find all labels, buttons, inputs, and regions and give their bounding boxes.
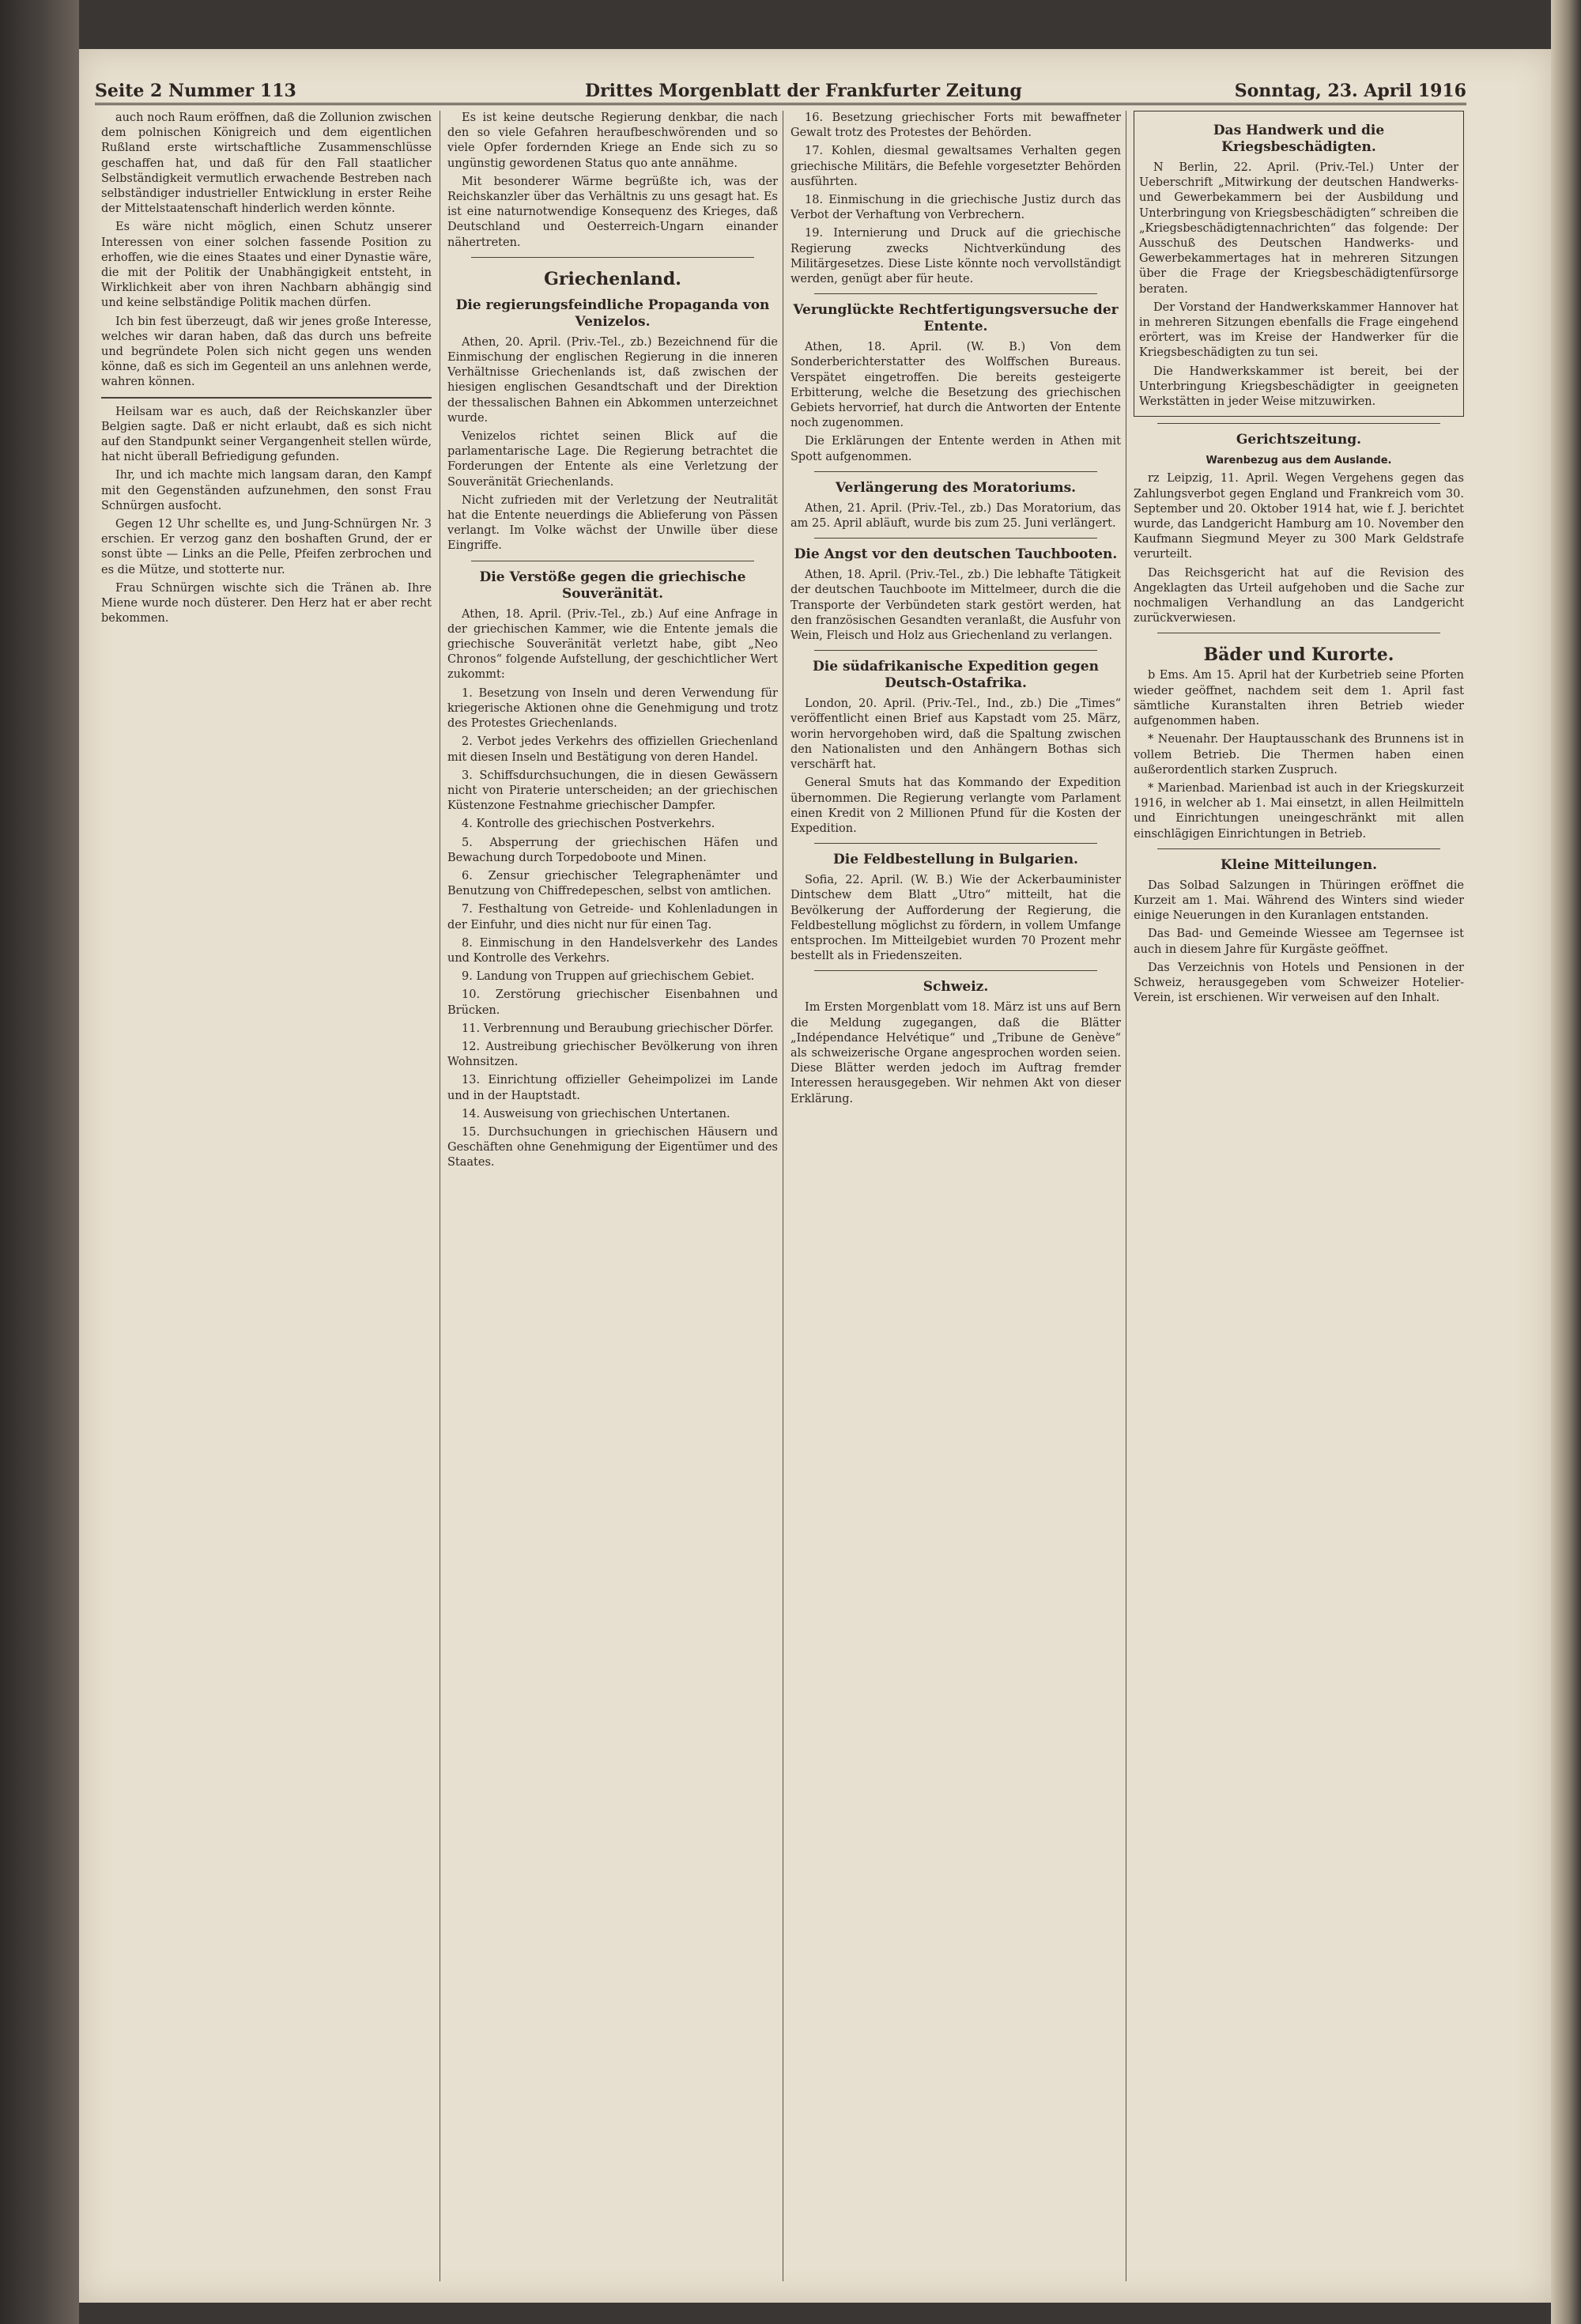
divider bbox=[1157, 423, 1440, 424]
paragraph: Ihr, und ich machte mich langsam daran, den Kampf mit den Gegenständen aufzunehmen, den sonst Frau Schnürgen ausfocht. bbox=[101, 469, 432, 512]
book-spine bbox=[0, 0, 79, 2324]
column-1 bbox=[101, 111, 432, 2281]
divider bbox=[1157, 848, 1440, 849]
column-2 bbox=[447, 111, 778, 2281]
paragraph: 2. Verbot jedes Verkehrs des offiziellen Griechenland mit diesen Inseln und Bestätigung von deren Handel. bbox=[447, 735, 778, 764]
paragraph: Athen, 21. April. (Priv.-Tel., zb.) Das Moratorium, das am 25. April abläuft, wurde bis zum 25. Juni verlängert. bbox=[790, 501, 1121, 531]
paragraph: 8. Einmischung in den Handelsverkehr des Landes und Kontrolle des Verkehrs. bbox=[447, 936, 778, 965]
article-headline: Bäder und Kurorte. bbox=[1203, 644, 1394, 666]
divider bbox=[814, 471, 1097, 472]
paragraph: * Neuenahr. Der Hauptausschank des Brunnens ist in vollem Betrieb. Die Thermen haben einen außerordentlich starken Zuspruch. bbox=[1134, 733, 1464, 777]
paragraph: Der Vorstand der Handwerkskammer Hannover hat in mehreren Sitzungen ebenfalls die Frage eingehend erörtert, was im Kreise der Handwerker für die Kriegsbeschädigten zu tun sei. bbox=[1139, 300, 1458, 360]
masthead bbox=[95, 79, 1466, 105]
divider bbox=[814, 970, 1097, 971]
paragraph: London, 20. April. (Priv.-Tel., Ind., zb.) Die „Times“ veröffentlicht einen Brief aus Kapstadt vom 25. März, worin hervorgehoben wird, daß die Spaltung zwischen den Nationalisten und den Anhängern Bothas sich verschärft hat. bbox=[790, 697, 1121, 772]
boxed-article bbox=[1134, 111, 1464, 417]
paragraph: * Marienbad. Marienbad ist auch in der Kriegskurzeit 1916, in welcher ab 1. Mai einsetzt, in allen Heilmitteln und Einrichtungen uneingeschränkt mit allen einschlägigen Einrichtungen in Betrieb. bbox=[1134, 781, 1464, 841]
article-headline: Verunglückte Rechtfertigungsversuche der Entente. bbox=[793, 302, 1119, 335]
section-title: Griechenland. bbox=[544, 268, 681, 289]
paragraph: Im Ersten Morgenblatt vom 18. März ist uns auf Bern die Meldung zugegangen, daß die Blätter „Indépendance Helvétique“ und „Tribune de Genève“ als schweizerische Organe angesprochen worden seien. Diese Blätter werden jedoch im Auftrag fremder Interessen herausgegeben. Wir nehmen Akt von dieser Erklärung. bbox=[790, 1001, 1121, 1105]
paragraph: Das Bad- und Gemeinde Wiessee am Tegernsee ist auch in diesem Jahre für Kurgäste geöffnet. bbox=[1134, 928, 1464, 956]
paragraph: 14. Ausweisung von griechischen Untertanen. bbox=[462, 1107, 730, 1120]
paragraph: 7. Festhaltung von Getreide- und Kohlenladungen in der Einfuhr, und dies nicht nur für einen Tag. bbox=[447, 903, 778, 931]
paragraph: 9. Landung von Truppen auf griechischem Gebiet. bbox=[462, 970, 755, 984]
paragraph: 3. Schiffsdurchsuchungen, die in diesen Gewässern nicht von Piraterie unterscheiden; an der griechischen Küstenzone Festnahme griechischer Dampfer. bbox=[447, 769, 778, 813]
paragraph: Athen, 18. April. (W. B.) Von dem Sonderberichterstatter des Wolffschen Bureaus. Verspätet eingetroffen. Die bereits gesteigerte Erbitterung, welche die Besetzung des griechischen Gebiets hervorrief, hat durch die Antworten der Entente noch zugenommen. bbox=[790, 341, 1121, 430]
paragraph: Das Reichsgericht hat auf die Revision des Angeklagten das Urteil aufgehoben und die Sache zur nochmaligen Verhandlung an das Landgericht zurückverwiesen. bbox=[1134, 566, 1464, 625]
paragraph: Athen, 18. April. (Priv.-Tel., zb.) Die lebhafte Tätigkeit der deutschen Tauchboote im Mittelmeer, durch die die Transporte der Verbündeten stark gestört werden, hat den französischen Gesandten veranlaßt, die Ausfuhr von Wein, Fleisch und Holz aus Griechenland zu verlangen. bbox=[790, 569, 1121, 643]
paper-title: Drittes Morgenblatt der Frankfurter Zeitung bbox=[585, 81, 1022, 101]
paragraph: Sofia, 22. April. (W. B.) Wie der Ackerbauminister Dintschew dem Blatt „Utro“ mitteilt, hat die Bevölkerung der Aufforderung der Regierung, die Feldbestellung möglichst zu fördern, in vollem Umfange entsprochen. Im Mitteilgebiet wurden 70 Prozent mehr bestellt als in Friedenszeiten. bbox=[790, 874, 1121, 963]
page-edge bbox=[1551, 0, 1581, 2324]
paragraph: 15. Durchsuchungen in griechischen Häusern und Geschäften ohne Genehmigung der Eigentümer und des Staates. bbox=[447, 1125, 778, 1170]
article-headline: Die Feldbestellung in Bulgarien. bbox=[833, 852, 1078, 868]
paragraph: Heilsam war es auch, daß der Reichskanzler über Belgien sagte. Daß er nicht erlaubt, daß es sich nicht auf den Standpunkt seiner Vergangenheit stellen würde, hat nicht überall Befriedigung gefunden. bbox=[101, 405, 432, 464]
article-headline: Kleine Mitteilungen. bbox=[1220, 856, 1377, 873]
article-headline: Die südafrikanische Expedition gegen Deutsch-Ostafrika. bbox=[813, 659, 1099, 692]
paragraph: 10. Zerstörung griechischer Eisenbahnen und Brücken. bbox=[447, 988, 778, 1017]
paragraph: 17. Kohlen, diesmal gewaltsames Verhalten gegen griechische Militärs, die Befehle vorgesetzter Behörden ausführten. bbox=[790, 145, 1121, 188]
paragraph: Nicht zufrieden mit der Verletzung der Neutralität hat die Entente neuerdings die Ablieferung von Pässen verlangt. Im Volke wächst der Unwille über diese Eingriffe. bbox=[447, 493, 778, 553]
paragraph: Die Erklärungen der Entente werden in Athen mit Spott aufgenommen. bbox=[790, 435, 1121, 463]
divider bbox=[471, 257, 754, 258]
divider bbox=[814, 650, 1097, 651]
article-headline: Die regierungsfeindliche Propaganda von Venizelos. bbox=[455, 297, 770, 330]
paragraph: Die Handwerkskammer ist bereit, bei der Unterbringung Kriegsbeschädigter in geeigneten Werkstätten in jeder Weise mitzuwirken. bbox=[1139, 365, 1458, 409]
divider bbox=[101, 397, 432, 399]
paragraph: 6. Zensur griechischer Telegraphenämter und Benutzung von Chiffredepeschen, selbst von amtlichen. bbox=[447, 869, 778, 898]
article-headline: Die Verstöße gegen die griechische Souveränität. bbox=[479, 569, 746, 602]
paragraph: Das Verzeichnis von Hotels und Pensionen in der Schweiz, herausgegeben vom Schweizer Hotelier-Verein, ist erschienen. Wir verweisen auf den Inhalt. bbox=[1134, 961, 1464, 1005]
paragraph: Venizelos richtet seinen Blick auf die parlamentarische Lage. Die Regierung betrachtet die Forderungen der Entente als eine Verletzung der Souveränität Griechenlands. bbox=[447, 430, 778, 489]
column-3 bbox=[790, 111, 1121, 2281]
divider bbox=[814, 843, 1097, 844]
article-headline: Schweiz. bbox=[923, 979, 989, 996]
paragraph: Das Solbad Salzungen in Thüringen eröffnet die Kurzeit am 1. Mai. Während des Winters sind wieder einige Neuerungen in den Kuranlagen entstanden. bbox=[1134, 879, 1464, 923]
issue-date: Sonntag, 23. April 1916 bbox=[1234, 81, 1466, 101]
paragraph: b Ems. Am 15. April hat der Kurbetrieb seine Pforten wieder geöffnet, nachdem seit dem 1. April fast sämtliche Kuranstalten ihren Betrieb wieder aufgenommen haben. bbox=[1134, 669, 1464, 728]
paragraph: Es wäre nicht möglich, einen Schutz unserer Interessen von einer solchen fassende Position zu erhoffen, wie die eines Staates und einer Dynastie wäre, die mit der Politik der Unabhängigkeit entsteht, in Wirklichkeit aber von ihren Nachbarn abhängig sind und keine selbständige Politik machen dürfen. bbox=[101, 221, 432, 310]
page-number: Seite 2 Nummer 113 bbox=[95, 81, 296, 101]
paragraph: Es ist keine deutsche Regierung denkbar, die nach den so viele Gefahren heraufbeschwörenden und so viele Opfer fordernden Kriege an Ende sich zu so ungünstig gewordenen Status quo ante annähme. bbox=[447, 111, 778, 170]
article-headline: Gerichtszeitung. bbox=[1236, 432, 1362, 448]
paragraph: auch noch Raum eröffnen, daß die Zollunion zwischen dem polnischen Königreich und dem eigentlichen Rußland erste wirtschaftliche Zusammenschlüsse geschaffen hat, und daß für den Fall staatlicher Selbständigkeit vermutlich erwachende Bestreben nach selbständiger industrieller Entwicklung in erster Reihe der Mittelstaatenschaft hinderlich werden könnte. bbox=[101, 111, 432, 216]
paragraph: 5. Absperrung der griechischen Häfen und Bewachung durch Torpedoboote und Minen. bbox=[447, 836, 778, 864]
paragraph: Mit besonderer Wärme begrüßte ich, was der Reichskanzler über das Verhältnis zu uns gesagt hat. Es ist eine naturnotwendige Konsequenz des Krieges, daß Deutschland und Oesterreich-Ungarn einander nähertreten. bbox=[447, 175, 778, 249]
paragraph: N Berlin, 22. April. (Priv.-Tel.) Unter der Ueberschrift „Mitwirkung der deutschen Handwerks- und Gewerbekammern bei der Ausbildung und Unterbringung von Kriegsbeschädigten“ schreiben die „Kriegsbeschädigtennachrichten“ das folgende: Der Ausschuß des Deutschen Handwerks- und Gewerbekammertages hat in mehreren Sitzungen über die Frage der Kriegsbeschädigtenfürsorge beraten. bbox=[1139, 161, 1458, 296]
column-4 bbox=[1134, 111, 1464, 2281]
paragraph: General Smuts hat das Kommando der Expedition übernommen. Die Regierung verlangte vom Parlament einen Kredit von 2 Millionen Pfund für die Kosten der Expedition. bbox=[790, 777, 1121, 835]
paragraph: rz Leipzig, 11. April. Wegen Vergehens gegen das Zahlungsverbot gegen England und Frankreich vom 30. September und 20. Oktober 1914 hat, wie f. J. berichtet wurde, das Landgericht Hamburg am 10. November den Kaufmann Siegmund Meyer zu 300 Mark Geldstrafe verurteilt. bbox=[1134, 472, 1464, 561]
paragraph: 19. Internierung und Druck auf die griechische Regierung zwecks Nichtverkündung des Militärgesetzes. Diese Liste könnte noch vervollständigt werden, genügt aber für heute. bbox=[790, 227, 1121, 286]
article-headline: Verlängerung des Moratoriums. bbox=[835, 479, 1077, 496]
paragraph: 1. Besetzung von Inseln und deren Verwendung für kriegerische Aktionen ohne die Genehmigung und trotz des Protestes Griechenlands. bbox=[447, 686, 778, 731]
paragraph: 16. Besetzung griechischer Forts mit bewaffneter Gewalt trotz des Protestes der Behörden. bbox=[790, 111, 1121, 140]
paragraph: 12. Austreibung griechischer Bevölkerung von ihren Wohnsitzen. bbox=[447, 1040, 778, 1069]
paragraph: Gegen 12 Uhr schellte es, und Jung-Schnürgen Nr. 3 erschien. Er verzog ganz den boshaften Grund, der er sonst übte — Links an die Pelle, Pfeifen zerbrochen und es die Mütze, und stotterte nur. bbox=[101, 518, 432, 576]
paragraph: 11. Verbrennung und Beraubung griechischer Dörfer. bbox=[462, 1022, 774, 1035]
divider bbox=[814, 293, 1097, 294]
article-headline: Das Handwerk und die Kriegsbeschädigten. bbox=[1213, 123, 1385, 155]
paragraph: Athen, 20. April. (Priv.-Tel., zb.) Bezeichnend für die Einmischung der englischen Regierung in die inneren Verhältnisse Griechenlands ist, daß zwischen der hiesigen englischen Gesandtschaft und der Direktion der thessalischen Bahnen ein Abkommen unterzeichnet wurde. bbox=[447, 335, 778, 425]
paragraph: 13. Einrichtung offizieller Geheimpolizei im Lande und in der Hauptstadt. bbox=[447, 1074, 778, 1102]
paragraph: 4. Kontrolle des griechischen Postverkehrs. bbox=[462, 818, 715, 831]
article-subheadline: Warenbezug aus dem Auslande. bbox=[1206, 455, 1392, 467]
paragraph: Athen, 18. April. (Priv.-Tel., zb.) Auf eine Anfrage in der griechischen Kammer, wie die Entente jemals die griechische Souveränität verletzt habe, gibt „Neo Chronos“ folgende Aufstellung, der geschichtlicher Wert zukommt: bbox=[447, 607, 778, 682]
paragraph: 18. Einmischung in die griechische Justiz durch das Verbot der Verhaftung von Verbrechern. bbox=[790, 194, 1121, 222]
article-headline: Die Angst vor den deutschen Tauchbooten. bbox=[794, 546, 1118, 563]
paragraph: Frau Schnürgen wischte sich die Tränen ab. Ihre Miene wurde noch düsterer. Den Herz hat er aber recht bekommen. bbox=[101, 581, 432, 625]
paragraph: Ich bin fest überzeugt, daß wir jenes große Interesse, welches wir daran haben, daß das durch uns befreite und begründete Polen sich nicht gegen uns wenden könne, daß es sich im Gegenteil an uns anlehnen werde, wahren können. bbox=[101, 315, 432, 389]
